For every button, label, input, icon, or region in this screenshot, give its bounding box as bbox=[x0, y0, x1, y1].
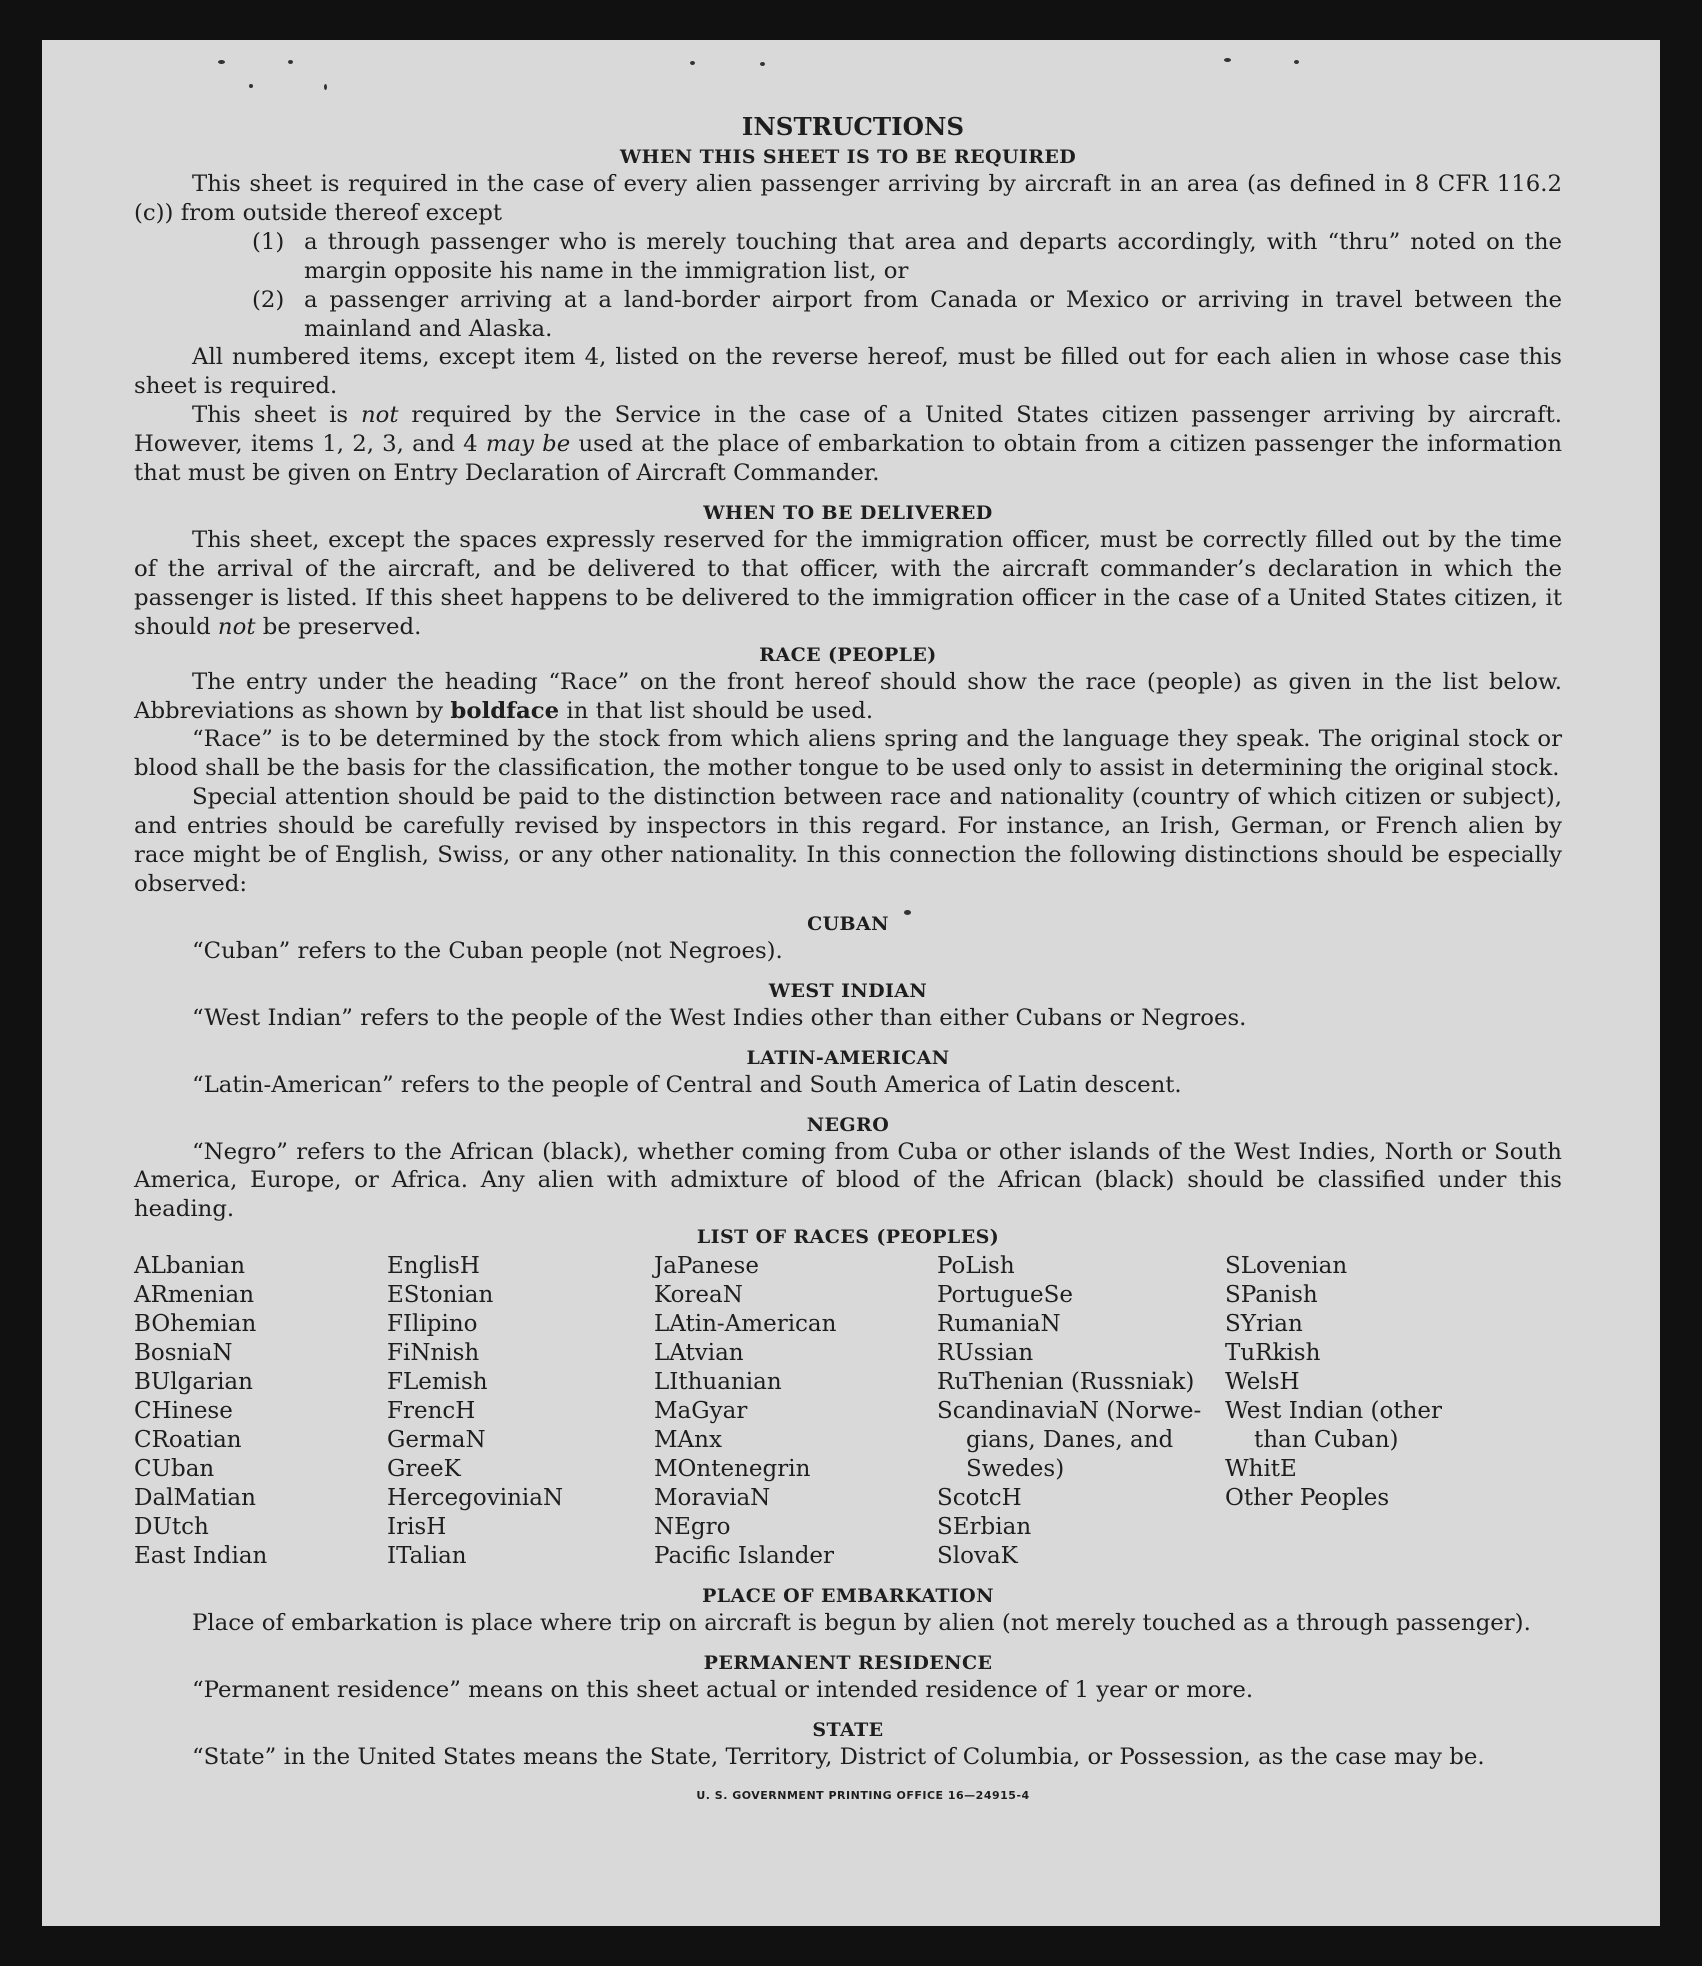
race-entry: FrencH bbox=[387, 1398, 476, 1425]
race-entry: SlovaK bbox=[937, 1543, 1018, 1570]
heading-cuban: CUBAN bbox=[807, 912, 889, 935]
text-run: used at the place of embarkation to obtain from a citizen passenger the information that must be given on Entry Declaration of Aircraft Commander. bbox=[134, 431, 1562, 487]
race-entry: ALbanian bbox=[134, 1253, 246, 1280]
race-entry: CRoatian bbox=[134, 1427, 242, 1454]
race-entry: RuThenian (Russniak) bbox=[937, 1369, 1195, 1396]
race-entry: MoraviaN bbox=[654, 1485, 771, 1512]
race-entry: CUban bbox=[134, 1456, 215, 1483]
text-run: be preserved. bbox=[255, 613, 422, 640]
exception-text: a passenger arriving at a land-border airport from Canada or Mexico or arriving in travel between the mainland and Alaska. bbox=[304, 286, 1562, 342]
heading-when-required: WHEN THIS SHEET IS TO BE REQUIRED bbox=[619, 146, 1077, 168]
races-column-1 bbox=[134, 1252, 387, 1571]
races-column-3 bbox=[654, 1252, 937, 1571]
heading-place-of-embarkation: PLACE OF EMBARKATION bbox=[702, 1585, 994, 1608]
race-entry: DUtch bbox=[134, 1514, 209, 1541]
paragraph-race-nationality: Special attention should be paid to the distinction between race and nationality (country of which citizen or subject), and entries should be carefully revised by inspectors in this regard. For instance, an Irish, German, or French alien by race might be of English, Swiss, or any other nationality. In this connection the following distinctions should be especially observed: bbox=[134, 784, 1562, 897]
race-entry: LAtin-American bbox=[654, 1311, 837, 1338]
page-title: INSTRUCTIONS bbox=[741, 112, 965, 141]
exception-number: (1) bbox=[252, 228, 285, 255]
paragraph-state: “State” in the United States means the State, Territory, District of Columbia, or Possession, as the case may be. bbox=[192, 1744, 1485, 1771]
race-entry: ITalian bbox=[387, 1543, 467, 1570]
race-entry: FiNnish bbox=[387, 1340, 480, 1367]
race-entry: SLovenian bbox=[1225, 1253, 1348, 1280]
print-speck bbox=[1224, 58, 1231, 62]
race-entry: DalMatian bbox=[134, 1485, 256, 1512]
race-entry: BUlgarian bbox=[134, 1369, 253, 1396]
exception-text: a through passenger who is merely touching that area and departs accordingly, with “thru” noted on the margin opposite his name in the immigration list, or bbox=[304, 228, 1562, 284]
paragraph-negro: “Negro” refers to the African (black), whether coming from Cuba or other islands of the West Indies, North or South America, Europe, or Africa. Any alien with admixture of blood of the African (black) should be classified under this heading. bbox=[134, 1138, 1562, 1223]
exception-item-2 bbox=[252, 286, 1562, 344]
text-run: in that list should be used. bbox=[559, 697, 874, 724]
race-entry: HercegoviniaN bbox=[387, 1485, 564, 1512]
paragraph-citizen bbox=[134, 401, 1562, 488]
paragraph-embarkation: Place of embarkation is place where trip on aircraft is begun by alien (not merely touched as a through passenger). bbox=[192, 1610, 1531, 1637]
race-entry: JaPanese bbox=[654, 1253, 759, 1280]
race-entry: CHinese bbox=[134, 1398, 233, 1425]
race-entry: RUssian bbox=[937, 1340, 1034, 1367]
race-entry: Other Peoples bbox=[1225, 1485, 1390, 1512]
exception-number: (2) bbox=[252, 286, 285, 313]
race-entry: BosniaN bbox=[134, 1340, 233, 1367]
heading-state: STATE bbox=[812, 1719, 884, 1742]
emphasis-not: not bbox=[360, 402, 399, 429]
race-entry: PortugueSe bbox=[937, 1282, 1073, 1309]
heading-when-delivered: WHEN TO BE DELIVERED bbox=[703, 501, 993, 524]
race-entry: FLemish bbox=[387, 1369, 488, 1396]
race-entry: ARmenian bbox=[134, 1282, 255, 1309]
heading-latin-american: LATIN-AMERICAN bbox=[746, 1046, 950, 1069]
emphasis-may-be: may be bbox=[485, 431, 571, 458]
text-run: The entry under the heading “Race” on the front hereof should show the race (people) as given in the list below. Abbreviations as shown by bbox=[134, 668, 1562, 724]
instructions-content bbox=[134, 112, 1562, 1811]
race-entry: SErbian bbox=[937, 1514, 1032, 1541]
exception-item-1 bbox=[252, 228, 1562, 286]
heading-west-indian: WEST INDIAN bbox=[768, 979, 928, 1002]
race-entry: BOhemian bbox=[134, 1311, 257, 1338]
paragraph-required: This sheet is required in the case of every alien passenger arriving by aircraft in an area (as defined in 8 CFR 116.2 (c)) from outside thereof except bbox=[134, 171, 1562, 226]
paragraph-latin-american: “Latin-American” refers to the people of Central and South America of Latin descent. bbox=[192, 1071, 1182, 1098]
race-entry-continuation: Swedes) bbox=[966, 1456, 1065, 1483]
paragraph-numbered-items: All numbered items, except item 4, listed on the reverse hereof, must be filled out for each alien in whose case this sheet is required. bbox=[134, 344, 1562, 400]
races-column-2 bbox=[387, 1252, 654, 1571]
race-entry: NEgro bbox=[654, 1514, 731, 1541]
print-speck bbox=[690, 61, 695, 65]
race-entry: MaGyar bbox=[654, 1398, 748, 1425]
print-speck bbox=[760, 62, 765, 66]
race-entry: MAnx bbox=[654, 1427, 722, 1454]
race-entry: RumaniaN bbox=[937, 1311, 1061, 1338]
printing-office-imprint: U. S. GOVERNMENT PRINTING OFFICE 16—24915-4 bbox=[696, 1789, 1030, 1802]
races-column-4 bbox=[937, 1252, 1225, 1571]
race-entry: MOntenegrin bbox=[654, 1456, 811, 1483]
heading-race: RACE (PEOPLE) bbox=[759, 643, 937, 666]
text-run: required by the Service in the case of a United States citizen passenger arriving by aircraft. However, items 1, 2, 3, and 4 bbox=[134, 402, 1562, 458]
text-run: This sheet is bbox=[192, 402, 361, 429]
document-sheet bbox=[42, 40, 1660, 1926]
race-entry: TuRkish bbox=[1225, 1340, 1321, 1367]
race-entry: IrisH bbox=[387, 1514, 447, 1541]
heading-permanent-residence: PERMANENT RESIDENCE bbox=[703, 1652, 993, 1675]
race-entry: GermaN bbox=[387, 1427, 486, 1454]
paragraph-delivered bbox=[134, 526, 1562, 642]
paragraph-race-stock: “Race” is to be determined by the stock from which aliens spring and the language they speak. The original stock or blood shall be the basis for the classification, the mother tongue to be used only to assist in determining the original stock. bbox=[134, 726, 1562, 782]
races-list bbox=[134, 1252, 1562, 1571]
race-entry: PoLish bbox=[937, 1253, 1015, 1280]
race-entry: LIthuanian bbox=[654, 1369, 782, 1396]
paragraph-race-entry bbox=[134, 668, 1562, 726]
paragraph-west-indian: “West Indian” refers to the people of the West Indies other than either Cubans or Negroes. bbox=[192, 1004, 1247, 1031]
emphasis-not: not bbox=[217, 613, 256, 640]
race-entry-continuation: than Cuban) bbox=[1254, 1427, 1399, 1454]
race-entry-continuation: gians, Danes, and bbox=[966, 1427, 1174, 1454]
race-entry: East Indian bbox=[134, 1543, 268, 1570]
race-entry: ScotcH bbox=[937, 1485, 1022, 1512]
heading-negro: NEGRO bbox=[806, 1113, 890, 1136]
print-speck bbox=[1294, 60, 1299, 64]
race-entry: EStonian bbox=[387, 1282, 494, 1309]
print-speck bbox=[288, 60, 293, 64]
text-run: This sheet, except the spaces expressly reserved for the immigration officer, must be correctly filled out by the time of the arrival of the aircraft, and be delivered to that officer, with the aircraft commander’s declaration in which the passenger is listed. If this sheet happens to be delivered to the immigration officer in the case of a United States citizen, it should bbox=[134, 526, 1562, 640]
race-entry: KoreaN bbox=[654, 1282, 743, 1309]
print-speck bbox=[218, 60, 225, 64]
race-entry: West Indian (other bbox=[1225, 1398, 1443, 1425]
paragraph-residence: “Permanent residence” means on this sheet actual or intended residence of 1 year or more. bbox=[192, 1677, 1254, 1704]
race-entry: EnglisH bbox=[387, 1253, 480, 1280]
paragraph-cuban: “Cuban” refers to the Cuban people (not Negroes). bbox=[192, 937, 783, 964]
race-entry: ScandinaviaN (Norwe- bbox=[937, 1398, 1202, 1425]
race-entry: Pacific Islander bbox=[654, 1543, 835, 1570]
race-entry: FIlipino bbox=[387, 1311, 478, 1338]
races-column-5 bbox=[1225, 1252, 1562, 1571]
race-entry: GreeK bbox=[387, 1456, 461, 1483]
print-speck bbox=[249, 84, 253, 88]
bold-word: boldface bbox=[450, 697, 560, 724]
heading-list-of-races: LIST OF RACES (PEOPLES) bbox=[696, 1226, 1000, 1249]
race-entry: SYrian bbox=[1225, 1311, 1303, 1338]
print-speck bbox=[324, 84, 327, 90]
race-entry: WhitE bbox=[1225, 1456, 1297, 1483]
race-entry: SPanish bbox=[1225, 1282, 1318, 1309]
race-entry: WelsH bbox=[1225, 1369, 1300, 1396]
race-entry: LAtvian bbox=[654, 1340, 744, 1367]
